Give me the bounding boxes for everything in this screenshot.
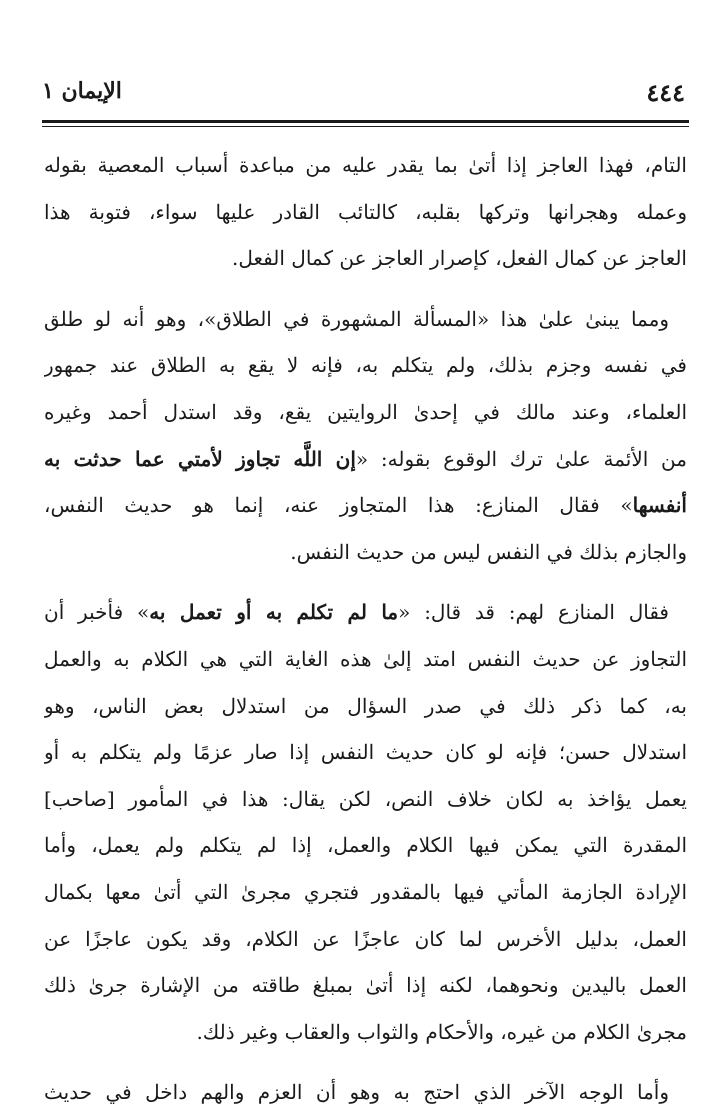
text-run: من الأئمة علىٰ ترك الوقوع بقوله: (380, 446, 687, 471)
text-run: فأخبر أن (44, 600, 124, 625)
text-line: وعمله وهجرانها وتركها بقلبه، كالتائب القادر عليها سواء، فتوبة هذا (44, 199, 687, 224)
page-header (38, 78, 691, 112)
text-line: العمل، بدليل الأخرس لما كان عاجزًا عن الكلام، وقد يكون عاجزًا عن (44, 926, 687, 951)
text-line: العاجز عن كمال الفعل، كإصرار العاجز عن كمال الفعل. (232, 246, 687, 271)
text-line: به، كما ذكر ذلك في صدر السؤال من استدلال بعض الناس، وهو (44, 693, 687, 718)
text-run: فقال المنازع لهم: قد قال: (424, 600, 669, 625)
text-line: مجرىٰ الكلام من غيره، والأحكام والثواب والعقاب وغير ذلك. (196, 1019, 687, 1044)
text-line: في نفسه وجزم بذلك، ولم يتكلم به، فإنه لا يقع به الطلاق عند جمهور (44, 353, 687, 378)
hadith-quote: إن اللَّه تجاوز لأمتي عما حدثت به (44, 446, 356, 471)
text-line: والجازم بذلك في النفس ليس من حديث النفس. (290, 539, 687, 564)
paragraph-4 (44, 1069, 687, 1116)
paragraph-3 (44, 589, 687, 1055)
text-line: العلماء، وعند مالك في إحدىٰ الروايتين يقع، وقد استدل أحمد وغيره (44, 399, 687, 424)
hadith-quote: أنفسها (632, 493, 687, 518)
page-number: ٤٤٤ (646, 78, 685, 107)
text-line-with-hadith: أنفسها» فقال المنازع: هذا المتجاوز عنه، إنما هو حديث النفس، (44, 493, 687, 518)
text-line: وأما الوجه الآخر الذي احتج به وهو أن العزم والهم داخل في حديث (44, 1080, 669, 1105)
header-rule-thin (42, 126, 689, 127)
text-run: فقال المنازع: هذا المتجاوز عنه، إنما هو حديث النفس، (44, 493, 600, 518)
header-rule-thick (42, 120, 689, 123)
text-line: يعمل يؤاخذ به لكان خلاف النص، لكن يقال: هذا في المأمور [صاحب] (44, 786, 687, 811)
text-line: العمل باليدين ونحوهما، لكنه إذا أتىٰ بمبلغ طاقته من الإشارة جرىٰ ذلك (44, 973, 687, 998)
text-line-with-hadith: فقال المنازع لهم: قد قال: «ما لم تكلم به أو تعمل به» فأخبر أن (44, 600, 669, 625)
text-line: التام، فهذا العاجز إذا أتىٰ بما يقدر عليه من مباعدة أسباب المعصية بقوله (44, 153, 687, 177)
text-line: التجاوز عن حديث النفس امتد إلىٰ هذه الغاية التي هي الكلام به والعمل (44, 646, 687, 671)
text-line-with-hadith: من الأئمة علىٰ ترك الوقوع بقوله: «إن اللَّه تجاوز لأمتي عما حدثت به (44, 446, 687, 471)
text-line: ومما يبنىٰ علىٰ هذا «المسألة المشهورة في الطلاق»، وهو أنه لو طلق (44, 306, 669, 331)
paragraph-1 (44, 142, 687, 282)
text-line: استدلال حسن؛ فإنه لو كان حديث النفس إذا صار عزمًا ولم يتكلم به أو (44, 740, 687, 765)
page-body (44, 142, 687, 1116)
hadith-quote: ما لم تكلم به أو تعمل به (149, 600, 399, 625)
text-line: الإرادة الجازمة المأتي فيها بالمقدور فتجري مجرىٰ التي أتىٰ معها بكمال (44, 879, 687, 904)
paragraph-2 (44, 296, 687, 576)
text-line: المقدرة التي يمكن فيها الكلام والعمل، إذا لم يتكلم ولم يعمل، وأما (44, 833, 687, 858)
running-title: الإيمان ١ (42, 78, 122, 104)
